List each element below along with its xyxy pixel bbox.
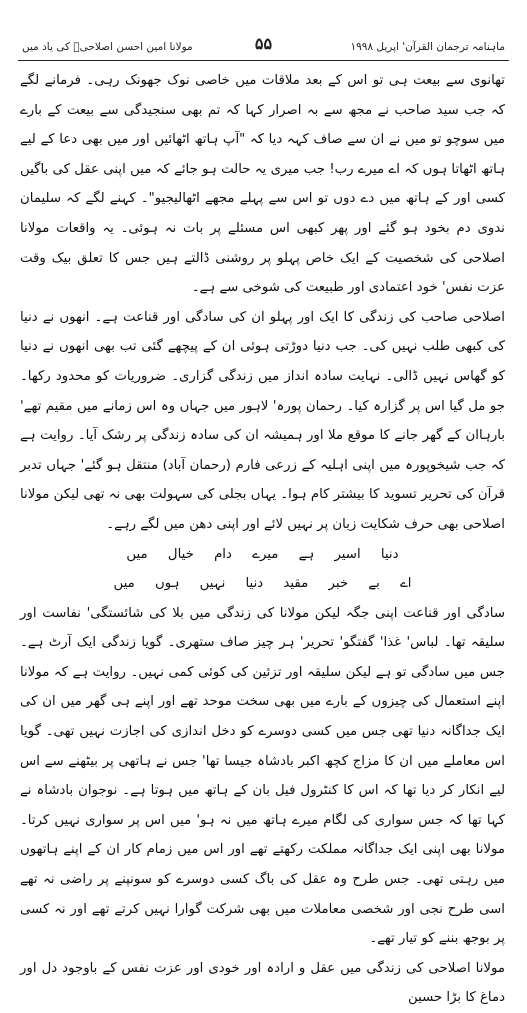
header-article-title: مولانا امین احسن اصلاحیؒ کی یاد میں [22,41,193,53]
article-body [20,66,505,1006]
paragraph-1: تھانوی سے بیعت ہی تو اس کے بعد ملاقات میں خاصی نوک جھونک رہی۔ فرمانے لگے کہ جب سید صاحب نے مجھ سے بہ اصرار کہا کہ تم بھی سنجیدگی سے بیعت کے بارے میں سوچو تو میں نے ان سے صاف کہہ دیا کہ "آپ ہاتھ اٹھائیں اور میں بھی دعا کے لیے ہاتھ اٹھاتا ہوں کہ اے میرے رب! جب میری یہ حالت ہو جائے کہ میں اپنی عقل کی باگیں کسی اور کے ہاتھ میں دے دوں تو اس سے پہلے مجھے اٹھالیجیو"۔ کہنے لگے کہ سلیمان ندوی دم بخود ہو گئے اور پھر کبھی اس مسئلے پر بات نہ ہوئی۔ یہ واقعات مولانا اصلاحی کی شخصیت کے ایک خاص پہلو پر روشنی ڈالتے ہیں جس کا تعلق بیک وقت عزت نفس' خود اعتمادی اور طبیعت کی شوخی سے ہے۔ [20,73,505,296]
verse-block [20,540,505,599]
header-rule [18,60,509,61]
paragraph-4: مولانا اصلاحی کی زندگی میں عقل و ارادہ اور خودی اور عزت نفس کے باوجود دل اور دماغ کا بڑا حسین [20,960,505,1006]
paragraph-3: سادگی اور قناعت اپنی جگہ لیکن مولانا کی زندگی میں بلا کی شائستگی' نفاست اور سلیقہ تھا۔ لباس' غذا' گفتگو' تحریر' ہر چیز صاف ستھری۔ گویا زندگی ایک آرٹ ہے۔ جس میں سادگی تو ہے لیکن سلیقہ اور تزئین کی کوئی کمی نہیں۔ روایت ہے کہ مولانا اپنے استعمال کی چیزوں کے بارے میں بھی سخت موحد تھے اور اپنے ہی گھر میں ان کی ایک جداگانہ دنیا تھی جس میں کسی دوسرے کو دخل اندازی کی اجازت نہیں تھی۔ گویا اس معاملے میں ان کا مزاج کچھ اکبر بادشاہ جیسا تھا' جس نے ہاتھی پر بیٹھنے سے اس لیے انکار کر دیا تھا کہ اس کا کنٹرول فیل بان کے ہاتھ میں ہوتا ہے۔ نوجوان بادشاہ نے کہا تھا کہ جس سواری کی لگام میرے ہاتھ میں نہ ہو' میں اس پر سواری نہیں کرتا۔ مولانا بھی اپنی ایک جداگانہ مملکت رکھتے تھے اور اس میں زمام کار ان کے اپنے ہاتھوں میں رہتی تھی۔ جس طرح وہ عقل کی باگ کسی دوسرے کو سونپنے پر راضی نہ تھے اسی طرح نجی اور شخصی معاملات میں بھی شرکت گوارا نہیں کرتے تھے اور نہ کسی پر بوجھ بننے کو تیار تھے۔ [20,605,505,947]
verse-line-2: اے بے خبر مقید دنیا نہیں ہوں میں [113,576,412,592]
page-number: ۵۵ [254,34,273,53]
header-journal-issue: ماہنامہ ترجمان القرآن' اپریل ۱۹۹۸ [350,41,505,53]
verse-line-1: دنیا اسیر ہے میرے دام خیال میں [126,546,399,562]
running-header [14,33,513,57]
paragraph-2: اصلاحی صاحب کی زندگی کا ایک اور پہلو ان کی سادگی اور قناعت ہے۔ انھوں نے دنیا کی کبھی طلب نہیں کی۔ جب دنیا دوڑتی ہوئی ان کے پیچھے گئی تب بھی انھوں نے دنیا کو گھاس نہیں ڈالی۔ نہایت سادہ انداز میں زندگی گزاری۔ ضروریات کو محدود رکھا۔ جو مل گیا اس پر گزارہ کیا۔ رحمان پورہ' لاہور میں جہاں وہ اس زمانے میں مقیم تھے' بارہاان کے گھر جانے کا موقع ملا اور ہمیشہ ان کی سادہ زندگی پر رشک آیا۔ روایت ہے کہ جب شیخوپورہ میں اپنی اہلیہ کے زرعی فارم (رحمان آباد) منتقل ہو گئے' جہاں تدبر قرآن کی تحریر تسوید کا بیشتر کام ہوا۔ یہاں بجلی کی سہولت بھی نہ تھی لیکن مولانا اصلاحی بھی حرف شکایت زبان پر نہیں لائے اور اپنی دھن میں لگے رہے۔ [20,309,505,532]
